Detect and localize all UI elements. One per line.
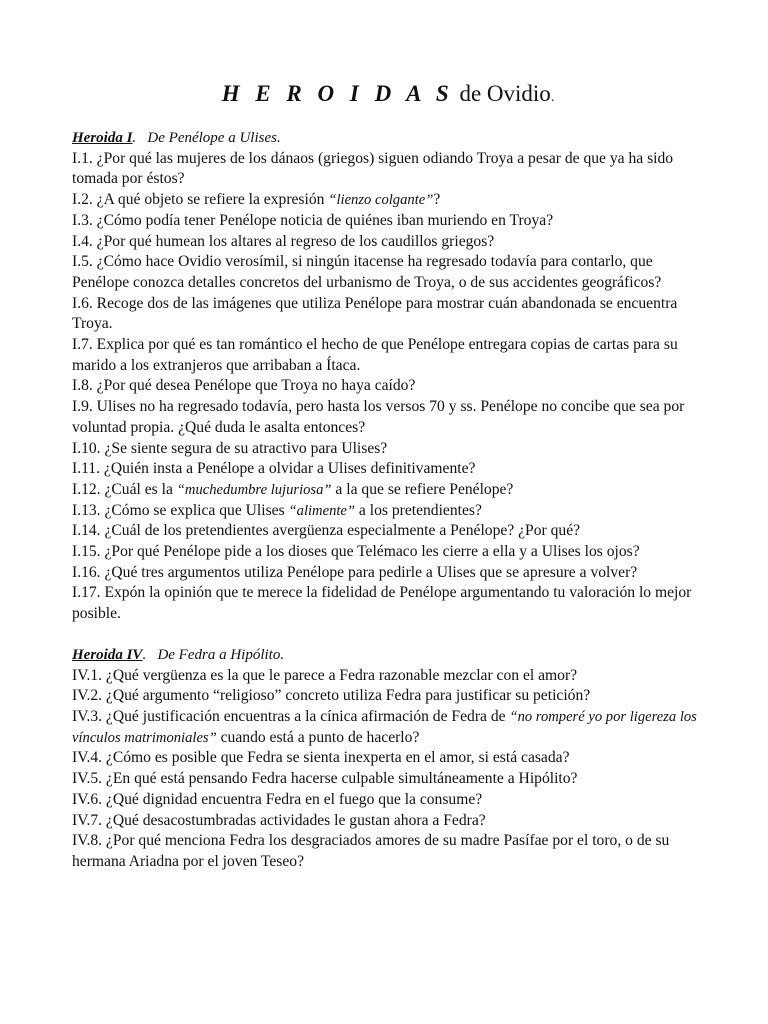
question-text: I.7. Explica por qué es tan romántico el hecho de que Penélope entregara copias de cartas para su marido a los extranjeros que arribaban a Ítaca. (72, 336, 678, 374)
question-item (72, 831, 704, 872)
question-item (72, 583, 704, 624)
section-subtitle: De Fedra a Hipólito. (157, 646, 285, 663)
title-dot: . (550, 90, 555, 105)
question-text: IV.6. ¿Qué dignidad encuentra Fedra en el fuego que la consume? (72, 790, 483, 808)
question-item (72, 439, 704, 460)
question-text: I.12. ¿Cuál es la (72, 480, 177, 498)
question-item (72, 666, 704, 687)
question-text: I.10. ¿Se siente segura de su atractivo para Ulises? (72, 439, 388, 457)
question-text: I.8. ¿Por qué desea Penélope que Troya no haya caído? (72, 377, 416, 395)
quoted-phrase: “alimente” (288, 502, 356, 519)
question-item (72, 811, 704, 832)
section-heading: Heroida IV. De Fedra a Hipólito. (72, 646, 285, 663)
question-item (72, 790, 704, 811)
section-1 (72, 128, 704, 625)
title-rest: de Ovidio (453, 81, 551, 106)
question-item (72, 190, 704, 211)
question-text: I.15. ¿Por qué Penélope pide a los dioses que Telémaco les cierre a ella y a Ulises los ojos? (72, 543, 640, 561)
question-text: IV.8. ¿Por qué menciona Fedra los desgraciados amores de su madre Pasífae por el toro, o de su hermana Ariadna por el joven Teseo? (72, 832, 670, 870)
question-item (72, 376, 704, 397)
question-item (72, 459, 704, 480)
question-text: I.4. ¿Por qué humean los altares al regreso de los caudillos griegos? (72, 232, 495, 250)
question-item (72, 748, 704, 769)
question-text: I.5. ¿Cómo hace Ovidio verosímil, si ningún itacense ha regresado todavía para contarlo, que Penélope conozca detalles concretos del urbanismo de Troya, o de sus accidentes geográficos? (72, 253, 662, 291)
question-text: IV.1. ¿Qué vergüenza es la que le parece a Fedra razonable mezclar con el amor? (72, 666, 578, 684)
question-text: I.2. ¿A qué objeto se refiere la expresión (72, 191, 329, 209)
section-subtitle: De Penélope a Ulises. (147, 130, 281, 146)
question-text: a la que se refiere Penélope? (331, 480, 514, 498)
question-item (72, 252, 704, 293)
question-item (72, 542, 704, 563)
question-item (72, 335, 704, 376)
section-heading: Heroida I. De Penélope a Ulises. (72, 130, 281, 146)
question-text: IV.7. ¿Qué desacostumbradas actividades le gustan ahora a Fedra? (72, 811, 486, 829)
question-item (72, 397, 704, 438)
document-title (72, 78, 704, 114)
question-item (72, 521, 704, 542)
question-text: I.14. ¿Cuál de los pretendientes avergüenza especialmente a Penélope? ¿Por qué? (72, 522, 581, 540)
section-name: Heroida I (72, 130, 133, 146)
sections-container (72, 128, 704, 873)
question-item (72, 501, 704, 522)
title-main: H E R O I D A S (221, 81, 454, 106)
question-text: IV.2. ¿Qué argumento “religioso” concreto utiliza Fedra para justificar su petición? (72, 687, 591, 705)
question-item (72, 149, 704, 190)
question-text: I.11. ¿Quién insta a Penélope a olvidar a Ulises definitivamente? (72, 460, 476, 478)
question-text: cuando está a punto de hacerlo? (216, 728, 420, 746)
question-text: I.13. ¿Cómo se explica que Ulises (72, 501, 289, 519)
question-item (72, 232, 704, 253)
question-item (72, 480, 704, 501)
question-item (72, 211, 704, 232)
quoted-phrase: “muchedumbre lujuriosa” (176, 481, 332, 498)
quoted-phrase: “no romperé yo por ligereza los vínculos matrimoniales” (72, 708, 697, 746)
question-text: I.3. ¿Cómo podía tener Penélope noticia de quiénes iban muriendo en Troya? (72, 211, 554, 229)
document-page (72, 78, 704, 873)
question-item (72, 769, 704, 790)
question-text: I.9. Ulises no ha regresado todavía, pero hasta los versos 70 y ss. Penélope no concibe que sea por voluntad propia. ¿Qué duda le asalta entonces? (72, 398, 685, 436)
question-text: ? (433, 191, 441, 209)
question-text: I.17. Expón la opinión que te merece la fidelidad de Penélope argumentando tu valoración lo mejor posible. (72, 584, 692, 623)
question-text: IV.3. ¿Qué justificación encuentras a la cínica afirmación de Fedra de (72, 707, 510, 725)
question-item (72, 294, 704, 335)
question-text: I.16. ¿Qué tres argumentos utiliza Penélope para pedirle a Ulises que se apresure a volver? (72, 563, 638, 581)
question-text: I.1. ¿Por qué las mujeres de los dánaos (griegos) siguen odiando Troya a pesar de que ya ha sido tomada por éstos? (72, 149, 674, 188)
question-text: IV.4. ¿Cómo es posible que Fedra se sienta inexperta en el amor, si está casada? (72, 749, 570, 767)
question-text: a los pretendientes? (355, 501, 482, 519)
quoted-phrase: “lienzo colgante” (328, 192, 434, 209)
question-item (72, 686, 704, 707)
question-text: IV.5. ¿En qué está pensando Fedra hacerse culpable simultáneamente a Hipólito? (72, 770, 578, 788)
section-name: Heroida IV (72, 646, 143, 663)
question-item (72, 707, 704, 748)
section-2 (72, 645, 704, 873)
question-item (72, 563, 704, 584)
question-text: I.6. Recoge dos de las imágenes que utiliza Penélope para mostrar cuán abandonada se encuentra Troya. (72, 294, 678, 333)
